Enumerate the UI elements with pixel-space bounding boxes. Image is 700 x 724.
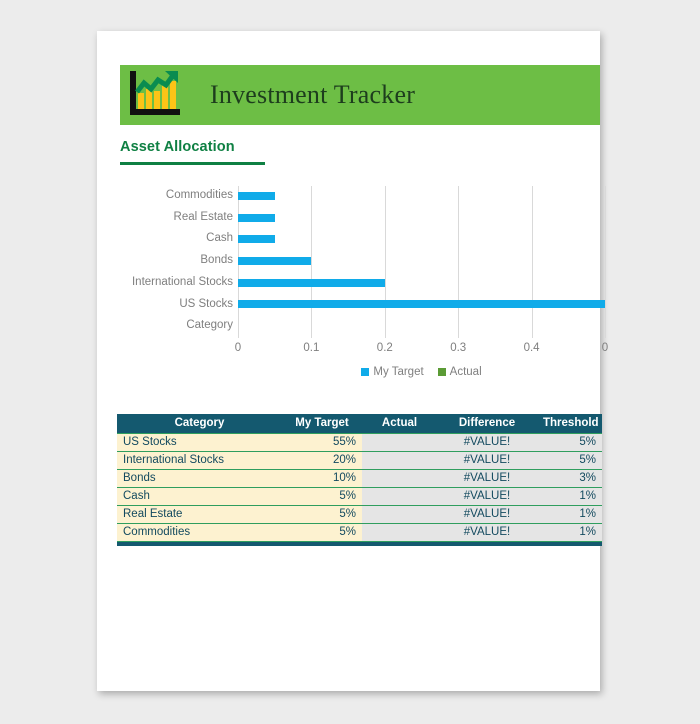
cell-threshold[interactable]: 1% — [537, 524, 602, 542]
spreadsheet-page — [97, 31, 609, 691]
x-axis-tick-label: 0.3 — [450, 342, 467, 354]
bar-chart-growth-icon — [124, 67, 186, 123]
cell-actual[interactable] — [362, 434, 437, 452]
cell-actual[interactable] — [362, 470, 437, 488]
asset-allocation-chart[interactable] — [113, 186, 609, 401]
chart-bar-row[interactable] — [238, 295, 605, 315]
table-row[interactable] — [117, 452, 602, 470]
cell-my-target[interactable]: 5% — [282, 506, 362, 524]
column-header-difference[interactable]: Difference — [437, 414, 537, 434]
column-header-my-target[interactable]: My Target — [282, 414, 362, 434]
chart-plot-area — [238, 186, 605, 338]
cell-my-target[interactable]: 10% — [282, 470, 362, 488]
chart-gridline — [605, 186, 606, 338]
cell-my-target[interactable]: 20% — [282, 452, 362, 470]
category-axis-label: Cash — [206, 232, 233, 245]
cell-threshold[interactable]: 5% — [537, 452, 602, 470]
page-title: Asset Allocation — [120, 139, 235, 155]
x-axis-tick-label: 0.1 — [303, 342, 320, 354]
section-underline — [120, 162, 265, 165]
cell-difference[interactable]: #VALUE! — [437, 470, 537, 488]
chart-category-axis — [113, 186, 233, 338]
category-axis-label: Real Estate — [173, 210, 233, 223]
column-header-actual[interactable]: Actual — [362, 414, 437, 434]
allocation-table-wrapper[interactable] — [117, 414, 602, 546]
table-row[interactable] — [117, 506, 602, 524]
table-row[interactable] — [117, 524, 602, 542]
chart-bar-row[interactable] — [238, 229, 605, 249]
legend-item-actual[interactable] — [438, 366, 482, 378]
title-banner — [120, 65, 600, 125]
chart-bar-my-target[interactable] — [238, 214, 275, 222]
cell-threshold[interactable]: 5% — [537, 434, 602, 452]
chart-bar-my-target[interactable] — [238, 279, 385, 287]
legend-label-actual: Actual — [449, 366, 482, 378]
legend-label-my-target: My Target — [373, 366, 424, 378]
chart-bar-my-target[interactable] — [238, 300, 605, 308]
chart-bar-row[interactable] — [238, 208, 605, 228]
cell-my-target[interactable]: 5% — [282, 524, 362, 542]
cell-difference[interactable]: #VALUE! — [437, 488, 537, 506]
cell-category[interactable]: Bonds — [117, 470, 282, 488]
table-header-row — [117, 414, 602, 434]
category-axis-label: Bonds — [200, 254, 233, 267]
cell-actual[interactable] — [362, 524, 437, 542]
cell-actual[interactable] — [362, 488, 437, 506]
x-axis-tick-label: 0 — [601, 342, 609, 354]
cell-my-target[interactable]: 5% — [282, 488, 362, 506]
category-axis-label: Category — [186, 319, 233, 332]
chart-bar-row[interactable] — [238, 186, 605, 206]
chart-bar-row[interactable] — [238, 316, 605, 336]
allocation-table-body — [117, 434, 602, 542]
cell-category[interactable]: Real Estate — [117, 506, 282, 524]
table-row[interactable] — [117, 434, 602, 452]
legend-item-my-target[interactable] — [361, 366, 423, 378]
column-header-threshold[interactable]: Threshold — [537, 414, 602, 434]
category-axis-label: US Stocks — [179, 297, 233, 310]
cell-actual[interactable] — [362, 452, 437, 470]
cell-category[interactable]: US Stocks — [117, 434, 282, 452]
cell-threshold[interactable]: 1% — [537, 488, 602, 506]
cell-category[interactable]: International Stocks — [117, 452, 282, 470]
x-axis-tick-label: 0.4 — [523, 342, 540, 354]
chart-bar-row[interactable] — [238, 273, 605, 293]
cell-category[interactable]: Cash — [117, 488, 282, 506]
legend-swatch-actual — [438, 368, 446, 376]
cell-my-target[interactable]: 55% — [282, 434, 362, 452]
chart-bar-my-target[interactable] — [238, 257, 311, 265]
cell-difference[interactable]: #VALUE! — [437, 452, 537, 470]
chart-bar-row[interactable] — [238, 251, 605, 271]
x-axis-tick-label: 0.2 — [376, 342, 393, 354]
allocation-table[interactable] — [117, 414, 602, 542]
cell-threshold[interactable]: 3% — [537, 470, 602, 488]
cell-threshold[interactable]: 1% — [537, 506, 602, 524]
table-bottom-border — [117, 542, 602, 546]
category-axis-label: International Stocks — [131, 275, 233, 288]
legend-swatch-my-target — [361, 368, 369, 376]
chart-bar-my-target[interactable] — [238, 235, 275, 243]
chart-legend[interactable] — [238, 366, 605, 378]
x-axis-tick-label: 0 — [234, 342, 242, 354]
chart-bar-my-target[interactable] — [238, 192, 275, 200]
cell-category[interactable]: Commodities — [117, 524, 282, 542]
section-header — [120, 139, 420, 165]
cell-actual[interactable] — [362, 506, 437, 524]
cell-difference[interactable]: #VALUE! — [437, 524, 537, 542]
category-axis-label: Commodities — [165, 189, 233, 201]
app-title: Investment Tracker — [210, 80, 416, 109]
cell-difference[interactable]: #VALUE! — [437, 434, 537, 452]
table-row[interactable] — [117, 470, 602, 488]
table-row[interactable] — [117, 488, 602, 506]
column-header-category[interactable]: Category — [117, 414, 282, 434]
cell-difference[interactable]: #VALUE! — [437, 506, 537, 524]
